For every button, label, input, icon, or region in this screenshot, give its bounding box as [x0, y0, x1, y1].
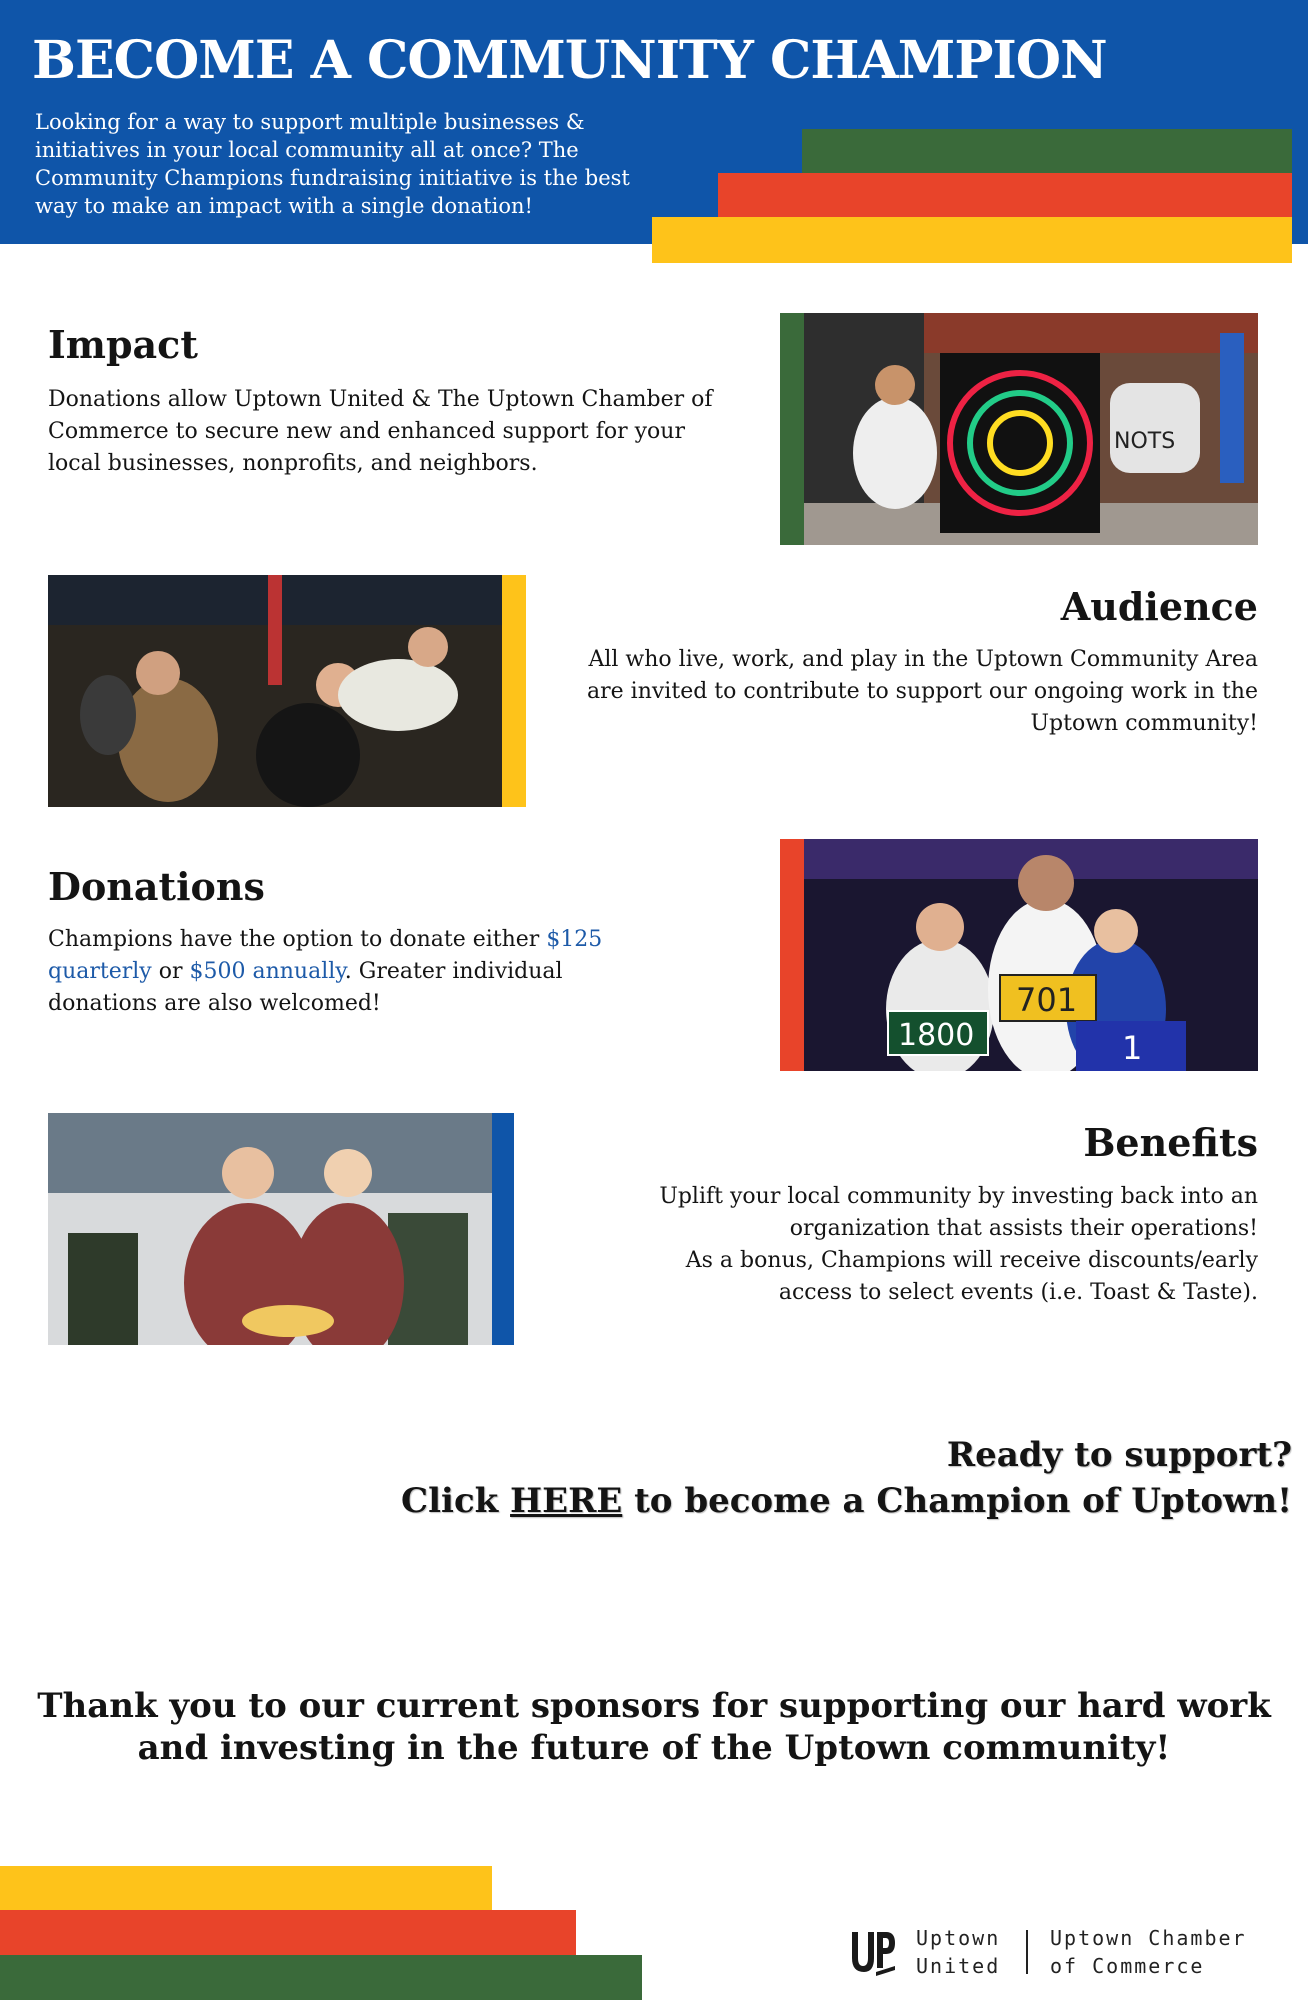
audience-body: All who live, work, and play in the Uptown Community Area are invited to contribute to support our ongoing work in the Uptown community!	[587, 647, 1258, 736]
thanks-line2: and investing in the future of the Uptown community!	[137, 1728, 1171, 1768]
benefits-photo	[48, 1113, 514, 1345]
footer-stripe-yellow	[0, 1866, 492, 1910]
donations-body	[48, 924, 648, 1020]
benefits-body	[618, 1181, 1258, 1309]
donation-quarterly-amount: $125 quarterly	[48, 927, 603, 984]
audience-title: Audience	[1060, 584, 1258, 629]
sponsors-thank-you	[0, 1685, 1308, 1769]
donations-body-part1: Champions have the option to donate either	[48, 927, 547, 952]
game-sign-1: 1800	[898, 1018, 975, 1053]
impact-body: Donations allow Uptown United & The Uptown Chamber of Commerce to secure new and enhanced support for your local businesses, nonprofits, and neighbors.	[48, 387, 713, 476]
benefits-title: Benefits	[1083, 1120, 1258, 1165]
donations-title: Donations	[48, 864, 265, 909]
uptown-chamber-logo	[1050, 1924, 1247, 1980]
benefits-body-line2: As a bonus, Champions will receive discounts/early access to select events (i.e. Toast & Taste).	[685, 1248, 1258, 1305]
page-title: BECOME A COMMUNITY CHAMPION	[32, 30, 1107, 91]
footer-stripe-green	[0, 1955, 642, 2000]
mural-sign-text: NOTS	[1114, 429, 1176, 454]
impact-title: Impact	[48, 322, 198, 367]
champion-signup-link[interactable]: HERE	[510, 1481, 623, 1521]
logo2-line2: of Commerce	[1050, 1954, 1205, 1978]
game-sign-2: 701	[1016, 981, 1078, 1019]
impact-photo	[780, 313, 1258, 545]
logo2-line1: Uptown Chamber	[1050, 1926, 1247, 1950]
cta-line1: Ready to support?	[946, 1435, 1292, 1475]
footer-stripe-red	[0, 1910, 576, 1955]
donation-annual-amount: $500 annually	[189, 959, 345, 984]
logo-divider	[1026, 1930, 1028, 1974]
game-sign-3: 1	[1122, 1029, 1143, 1067]
header-stripe-red	[718, 173, 1292, 217]
cta-block	[401, 1432, 1292, 1524]
donations-body-part3: . Greater individual donations are also welcomed!	[48, 959, 563, 1016]
header-stripe-yellow	[652, 217, 1292, 263]
thanks-line1: Thank you to our current sponsors for supporting our hard work	[37, 1686, 1271, 1726]
header-intro: Looking for a way to support multiple businesses & initiatives in your local community all at once? The Community Champions fundraising initiative is the best way to make an impact with a single donation!	[35, 110, 630, 218]
uptown-up-logo-icon	[850, 1928, 896, 1976]
uptown-united-logo	[916, 1924, 1000, 1980]
audience-photo	[48, 575, 526, 807]
logo1-line1: Uptown	[916, 1926, 1001, 1950]
donations-body-part2: or	[151, 959, 190, 984]
header-stripe-green	[802, 129, 1292, 173]
benefits-body-line1: Uplift your local community by investing back into an organization that assists their operations!	[659, 1184, 1258, 1241]
logo1-line2: United	[916, 1954, 1001, 1978]
donations-photo	[780, 839, 1258, 1071]
cta-suffix: to become a Champion of Uptown!	[622, 1481, 1292, 1521]
cta-line2	[401, 1478, 1292, 1524]
cta-prefix: Click	[401, 1481, 511, 1521]
